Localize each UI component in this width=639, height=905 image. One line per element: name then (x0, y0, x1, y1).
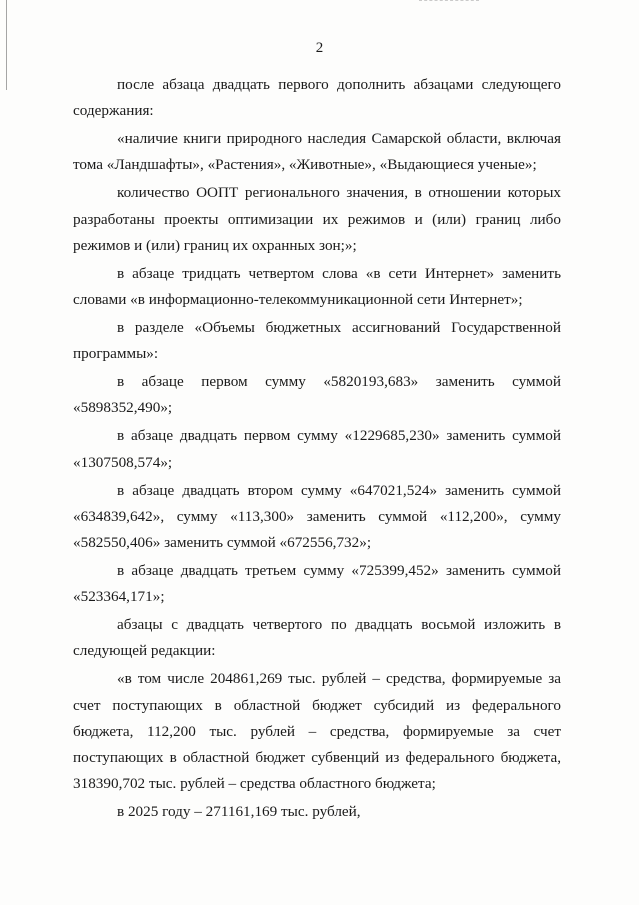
page-number: 2 (315, 40, 324, 56)
paragraph-8: в абзаце двадцать втором сумму «647021,524» заменить суммой «634839,642», сумму «113,300» заменить суммой «112,200», сумму «582550,406» заменить суммой «672556,732»; (73, 481, 561, 552)
scan-top-marks (419, 0, 479, 3)
paragraph-3: количество ООПТ регионального значения, в отношении которых разработаны проекты оптимизации их режимов и (или) границ либо режимов и (или) границ их охранных зон;»; (73, 184, 561, 254)
paragraph-6: в абзаце первом сумму «5820193,683» заменить суммой «5898352,490»; (73, 373, 561, 417)
paragraph-9: в абзаце двадцать третьем сумму «725399,452» заменить суммой «523364,171»; (73, 562, 561, 606)
paragraph-7: в абзаце двадцать первом сумму «1229685,230» заменить суммой «1307508,574»; (73, 427, 561, 471)
paragraph-11: «в том числе 204861,269 тыс. рублей – средства, формируемые за счет поступающих в областной бюджет субсидий из федерального бюджета, 112,200 тыс. рублей – средства, формируемые за счет поступающих в областной бюджет субвенций из федерального бюджета, 318390,702 тыс. рублей – средства областного бюджета; (73, 670, 561, 793)
paragraph-4: в абзаце тридцать четвертом слова «в сети Интернет» заменить словами «в информационно-телекоммуникационной сети Интернет»; (73, 264, 561, 309)
paragraph-1: после абзаца двадцать первого дополнить абзацами следующего содержания: (73, 76, 561, 120)
paragraph-12: в 2025 году – 271161,169 тыс. рублей, (117, 803, 361, 821)
paragraph-5: в разделе «Объемы бюджетных ассигнований Государственной программы»: (73, 319, 561, 363)
paragraph-10: абзацы с двадцать четвертого по двадцать восьмой изложить в следующей редакции: (73, 616, 561, 660)
document-body (73, 72, 561, 827)
paragraph-2: «наличие книги природного наследия Самарской области, включая тома «Ландшафты», «Растения», «Животные», «Выдающиеся ученые»; (73, 130, 561, 174)
